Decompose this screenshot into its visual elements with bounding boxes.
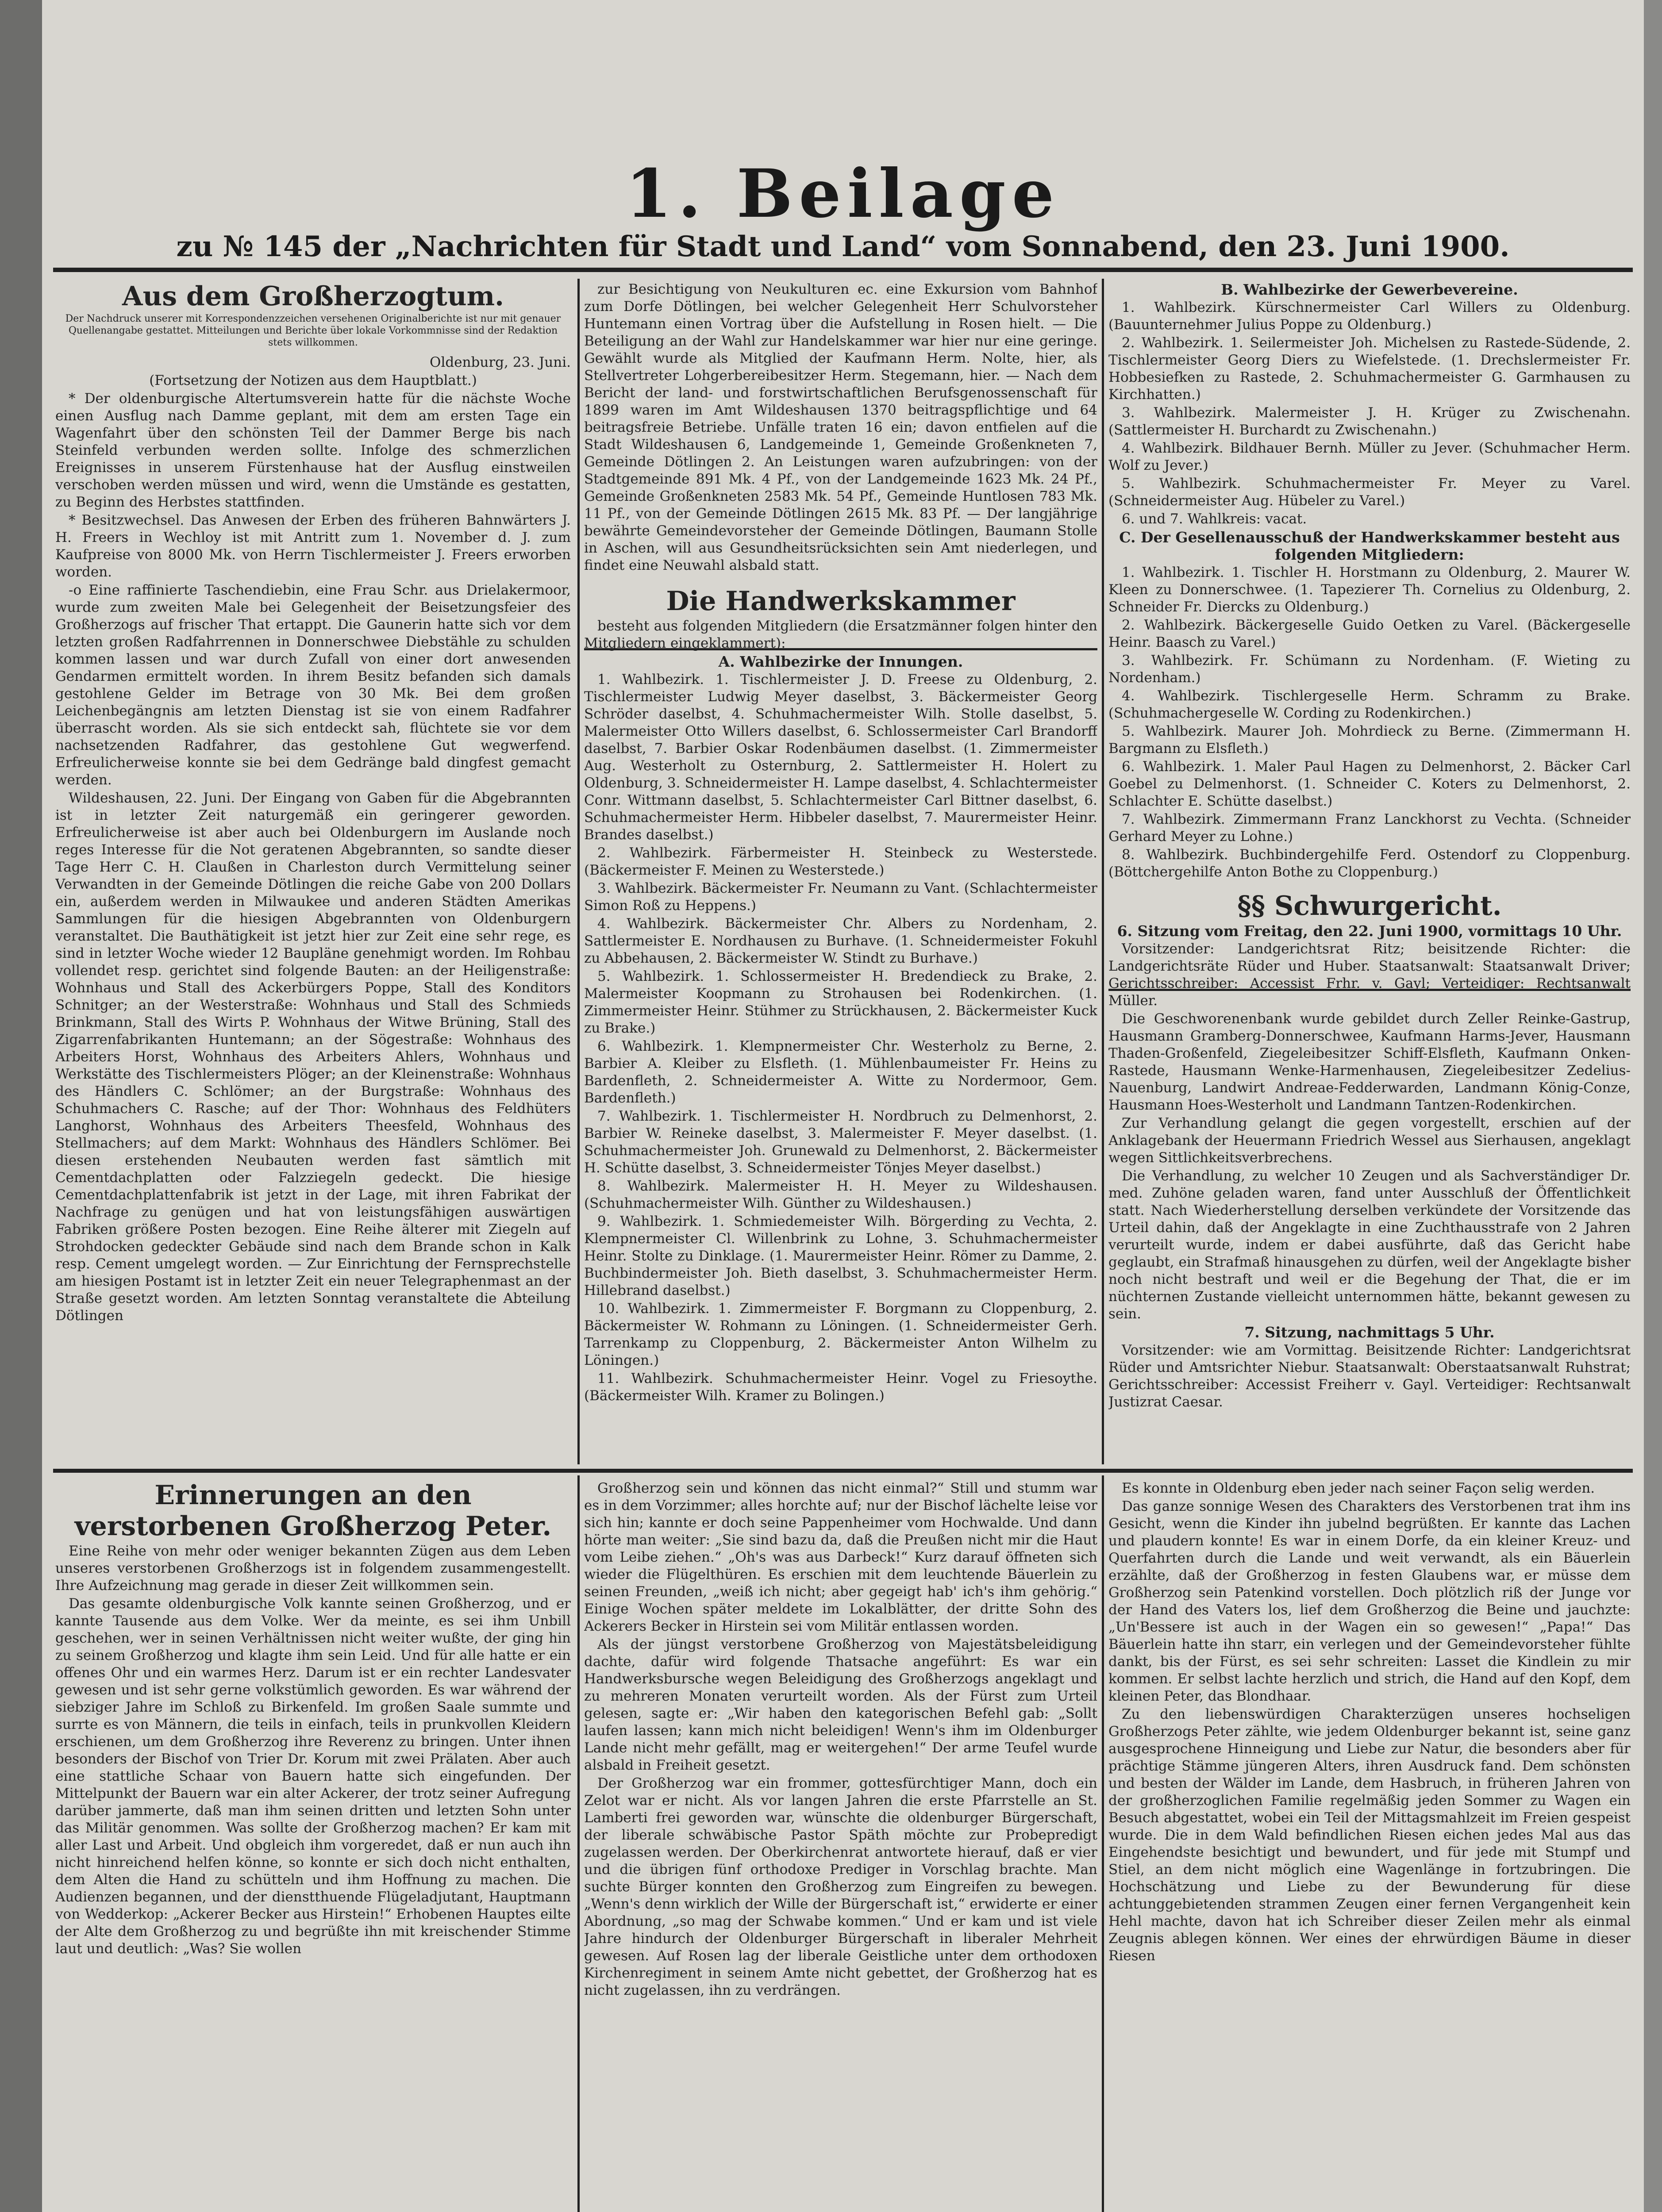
subheading: B. Wahlbezirke der Gewerbevereine. [1221,281,1518,298]
column-divider-4 [1102,1475,1104,2212]
paragraph: Als der jüngst verstorbene Großherzog von Majestätsbeleidigung dachte, dafür wird folgende Thatsache angeführt: Es war ein Handwerksbursche wegen Beleidigung des Großherzogs angeklagt und zu mehreren Monaten verurteilt worden. Als der Fürst zum Urteil gelesen, sagte er: „Wir haben den kategorischen Befehl gab: „Sollt laufen lassen; kann mich nicht beleidigen! Wenn's ihm im Oldenburger Lande nicht mehr gefällt, mag er weitergehen!“ Der arme Teufel wurde alsbald in Freiheit gesetzt. [584,1636,1097,1773]
paragraph: Die Geschworenenbank wurde gebildet durch Zeller Reinke-Gastrup, Hausmann Gramberg-Donnerschwee, Kaufmann Harms-Jever, Hausmann Thaden-Großenfeld, Ziegeleibesitzer Schiff-Elsfleth, Kaufmann Onken-Rastede, Hausmann Wenke-Harmenhausen, Ziegeleibesitzer Zedelius-Nauenburg, Landwirt Andreae-Fedderwarden, Landmann König-Conze, Hausmann Hoes-Westerholt und Landmann Tantzen-Rodenkirchen. [1108,1011,1631,1113]
paragraph: 10. Wahlbezirk. 1. Zimmermeister F. Borgmann zu Cloppenburg, 2. Bäckermeister W. Rohmann zu Löningen. (1. Schneidermeister Gerh. Tarrenkamp zu Cloppenburg, 2. Bäckermeister Anton Wilhelm zu Löningen.) [584,1301,1097,1368]
paragraph: 3. Wahlbezirk. Malermeister J. H. Krüger zu Zwischenahn. (Sattlermeister H. Burchardt zu Zwischenahn.) [1108,405,1631,438]
article-handwerkskammer [584,281,1097,1467]
paragraph: 7. Wahlbezirk. 1. Tischlermeister H. Nordbruch zu Delmenhorst, 2. Barbier W. Reineke daselbst, 3. Malermeister F. Meyer daselbst. (1. Schuhmachermeister Joh. Grunewald zu Delmenhorst, 2. Bäckermeister H. Schütte daselbst, 3. Schneidermeister Tönjes Meyer daselbst.) [584,1108,1097,1176]
paragraph: -o Eine raffinierte Taschendiebin, eine Frau Schr. aus Drielakermoor, wurde zum zweiten Male bei Gelegenheit der Beisetzungsfeier des Großherzogs auf frischer That ertappt. Die Gaunerin hatte sich vor dem letzten großen Radfahrrennen in Donnerschwee Diebstähle zu schulden kommen lassen und war durch Zufall von einer dort anwesenden Gendarmen ermittelt worden. In ihrem Besitz befanden sich damals gestohlene Gelder im Betrage von 30 Mk. Bei dem großen Leichenbegängnis am letzten Dienstag ist sie von einem Radfahrer überrascht worden. Als sie sich entdeckt sah, flüchtete sie vor dem nachsetzenden Radfahrer, das gestohlene Gut wegwerfend. Erfreulicherweise konnte sie bei dem Gedränge bald dingfest gemacht werden. [55,582,571,788]
paragraph: 11. Wahlbezirk. Schuhmachermeister Heinr. Vogel zu Friesoythe. (Bäckermeister Wilh. Kramer zu Bolingen.) [584,1371,1097,1404]
paragraph: 6. Wahlbezirk. 1. Klempnermeister Chr. Westerholz zu Berne, 2. Barbier A. Kleiber zu Elsfleth. (1. Mühlenbaumeister Fr. Heins zu Bardenfleth, 2. Schneidermeister A. Witte zu Nordermoor, Gem. Bardenfleth.) [584,1038,1097,1106]
paragraph: 9. Wahlbezirk. 1. Schmiedemeister Wilh. Börgerding zu Vechta, 2. Klempnermeister Cl. Willenbrink zu Lohne, 3. Schuhmachermeister Heinr. Stolte zu Dinklage. (1. Maurermeister Heinr. Römer zu Damme, 2. Buchbindermeister Joh. Bieth daselbst, 3. Schuhmachermeister Herm. Hillebrand daselbst.) [584,1214,1097,1298]
continuation-note: (Fortsetzung der Notizen aus dem Hauptblatt.) [149,373,477,388]
paragraph: Eine Reihe von mehr oder weniger bekannten Zügen aus dem Leben unseres verstorbenen Großherzogs ist in folgendem zusammengestellt. Ihre Aufzeichnung mag gerade in dieser Zeit willkommen sein. [55,1543,571,1594]
header-rule [53,268,1633,272]
paragraph: 5. Wahlbezirk. 1. Schlossermeister H. Bredendieck zu Brake, 2. Malermeister Koopmann zu Strohausen bei Rodenkirchen. (1. Zimmermeister Heinr. Stühmer zu Strückhausen, 2. Bäckermeister Kuck zu Brake.) [584,968,1097,1036]
paragraph: 1. Wahlbezirk. Kürschnermeister Carl Willers zu Oldenburg. (Bauunternehmer Julius Poppe zu Oldenburg.) [1108,300,1631,333]
paragraph: * Besitzwechsel. Das Anwesen der Erben des früheren Bahnwärters J. H. Freers in Wechloy ist mit Antritt zum 1. November d. J. zum Kaufpreise von 8000 Mk. von Herrn Tischlermeister J. Freers erworben worden. [55,512,571,580]
column-divider-3 [577,1475,580,2212]
intro: besteht aus folgenden Mitgliedern (die Ersatzmänner folgen hinter den Mitgliedern eingeklammert): [584,618,1097,651]
paragraph: 7. Wahlbezirk. Zimmermann Franz Lanckhorst zu Vechta. (Schneider Gerhard Meyer zu Lohne.) [1108,811,1631,845]
supplement-title: 1. Beilage [625,155,1061,233]
paragraph: zur Besichtigung von Neukulturen ec. eine Exkursion vom Bahnhof zum Dorfe Dötlingen, bei welcher Gelegenheit Herr Schulvorsteher Huntemann einen Vortrag über die Aufstellung in Rosen hielt. — Die Beteiligung an der Wahl zur Handelskammer war hier nur eine geringe. Gewählt wurde als Mitglied der Kaufmann Herm. Nolte, hier, als Stellvertreter Lohgerbereibesitzer Herm. Stegemann, hier. — Nach dem Bericht der land- und forstwirtschaftlichen Berufsgenossenschaft für 1899 waren im Amt Wildeshausen 1370 beitragspflichtige und 64 beitragsfreie Betriebe. Unfälle traten 16 ein; davon entfielen auf die Stadt Wildeshausen 6, Landgemeinde 1, Gemeinde Großenkneten 7, Gemeinde Dötlingen 2. An Leistungen waren aufzubringen: von der Stadtgemeinde 891 Mk. 4 Pf., von der Landgemeinde 1623 Mk. 24 Pf., Gemeinde Großenkneten 2583 Mk. 54 Pf., Gemeinde Huntlosen 783 Mk. 11 Pf., von der Gemeinde Dötlingen 2615 Mk. 83 Pf. — Der langjährige bewährte Gemeindevorsteher der Gemeinde Dötlingen, Baumann Stolle in Aschen, will aus Gesundheitsrücksichten sein Amt niederlegen, und findet eine Neuwahl alsbald statt. [584,281,1097,573]
column-divider-2 [1102,279,1104,1464]
paragraph: Der Großherzog war ein frommer, gottesfürchtiger Mann, doch ein Zelot war er nicht. Als vor langen Jahren die erste Pfarrstelle an St. Lamberti frei geworden war, wünschte die oldenburger Bürgerschaft, der liberale schwäbische Pastor Späth möchte zur Probepredigt zugelassen werden. Der Oberkirchenrat antwortete hierauf, daß er vier und die übrigen fünf orthodoxe Prediger in Vorschlag brachte. Man suchte Bürger konnten den Großherzog zum Eingreifen zu bewegen. „Wenn's denn wirklich der Wille der Bürgerschaft ist,“ erwiderte er einer Abordnung, „so mag der Schwabe kommen.“ Und er kam und ist viele Jahre hindurch der Oldenburger Bürgerschaft in liberaler Mehrheit gewesen. Auf Rosen lag der liberale Geistliche unter dem orthodoxen Kirchenregiment in seinem Amte nicht gebettet, der Großherzog hat es nicht zugelassen, ihn zu verdrängen. [584,1775,1097,1998]
paragraph: Vorsitzender: Landgerichtsrat Ritz; beisitzende Richter: die Landgerichtsräte Rüder und Huber. Staatsanwalt: Staatsanwalt Driver; Gerichtsschreiber: Accessist Frhr. v. Gayl; Verteidiger: Rechtsanwalt Müller. [1108,941,1631,1009]
session-heading: 7. Sitzung, nachmittags 5 Uhr. [1244,1324,1495,1341]
paragraph: Das ganze sonnige Wesen des Charakters des Verstorbenen trat ihm ins Gesicht, wenn die Kinder ihn jubelnd begrüßten. Er kannte das Lachen und plaudern konnte! Es war in einem Dorfe, da ein kleiner Kreuz- und Querfahrten durch die Lande und weit verwandt, als ein Bäuerlein erzählte, daß der Großherzog in festen Glaubens war, er müsse dem Großherzog sein Patenkind vorstellen. Doch plötzlich riß der Junge vor der Hand des Vaters los, lief dem Großherzog die Beine und jauchzte: „Un'Bessere ist auch in der Wagen ein so gewesen!“ „Papa!“ Das Bäuerlein hatte ihn starr, ein verlegen und der Gemeindevorsteher fühlte dankt, bis der Fürst, es sei sehr schreiten: Lasset die Kindlein zu mir kommen. Er selbst lachte herzlich und strich, die Hand auf den Kopf, dem kleinen Peter, das Blondhaar. [1108,1498,1631,1704]
paragraph: 1. Wahlbezirk. 1. Tischler H. Horstmann zu Oldenburg, 2. Maurer W. Kleen zu Donnerschwee. (1. Tapezierer Th. Cornelius zu Oldenburg, 2. Schneider Fr. Diercks zu Oldenburg.) [1108,565,1631,615]
article-erinnerungen-cont-1 [584,1480,1097,2212]
column-divider-1 [577,279,580,1464]
paragraph: 2. Wahlbezirk. 1. Seilermeister Joh. Michelsen zu Rastede-Südende, 2. Tischlermeister Georg Diers zu Wiefelstede. (1. Drechslermeister Fr. Hobbesiefken zu Rastede, 2. Schuhmachermeister G. Garmhausen zu Kirchhatten.) [1108,335,1631,403]
dateline: Oldenburg, 23. Juni. [430,354,571,370]
paragraph: 3. Wahlbezirk. Fr. Schümann zu Nordenham. (F. Wieting zu Nordenham.) [1108,653,1631,686]
newspaper-page [42,0,1644,2212]
subheading: A. Wahlbezirke der Innungen. [718,653,963,670]
supplement-subtitle: zu № 145 der „Nachrichten für Stadt und Land“ vom Sonnabend, den 23. Juni 1900. [176,230,1510,263]
section-rule [53,1469,1633,1473]
paragraph: 4. Wahlbezirk. Tischlergeselle Herm. Schramm zu Brake. (Schuhmachergeselle W. Cording zu Rodenkirchen.) [1108,688,1631,721]
paragraph: 6. Wahlbezirk. 1. Maler Paul Hagen zu Delmenhorst, 2. Bäcker Carl Goebel zu Delmenhorst. (1. Schneider C. Koters zu Delmenhorst, 2. Schlachter E. Schütte daselbst.) [1108,759,1631,809]
paragraph: 5. Wahlbezirk. Schuhmachermeister Fr. Meyer zu Varel. (Schneidermeister Aug. Hübeler zu Varel.) [1108,476,1631,509]
paragraph: 1. Wahlbezirk. 1. Tischlermeister J. D. Freese zu Oldenburg, 2. Tischlermeister Ludwig Meyer daselbst, 3. Bäckermeister Georg Schröder daselbst, 4. Schuhmachermeister Wilh. Stolle daselbst, 5. Malermeister Otto Willers daselbst, 6. Schlossermeister Carl Brandorff daselbst, 7. Barbier Oskar Rodenbäumen daselbst. (1. Zimmermeister Aug. Westerholt zu Osternburg, 2. Sattlermeister H. Holert zu Oldenburg, 3. Schneidermeister H. Lampe daselbst, 4. Schlachtermeister Conr. Wittmann daselbst, 5. Schlachtermeister Carl Bittner daselbst, 6. Schuhmachermeister Herm. Hibbeler daselbst, 7. Maurermeister Heinr. Brandes daselbst.) [584,672,1097,843]
subheading: C. Der Gesellenausschuß der Handwerkskammer besteht aus folgenden Mitgliedern: [1119,529,1620,563]
paragraph: 3. Wahlbezirk. Bäckermeister Fr. Neumann zu Vant. (Schlachtermeister Simon Roß zu Heppens.) [584,880,1097,914]
paragraph: 2. Wahlbezirk. Färbermeister H. Steinbeck zu Westerstede. (Bäckermeister F. Meinen zu Westerstede.) [584,845,1097,878]
paragraph: 8. Wahlbezirk. Buchbindergehilfe Ferd. Ostendorf zu Cloppenburg. (Böttchergehilfe Anton Bothe zu Cloppenburg.) [1108,847,1631,880]
article-erinnerungen [55,1480,571,2212]
paragraph: 2. Wahlbezirk. Bäckergeselle Guido Oetken zu Varel. (Bäckergeselle Heinr. Baasch zu Varel.) [1108,617,1631,650]
paragraph: 5. Wahlbezirk. Maurer Joh. Mohrdieck zu Berne. (Zimmermann H. Bargmann zu Elsfleth.) [1108,723,1631,757]
paragraph: 4. Wahlbezirk. Bäckermeister Chr. Albers zu Nordenham, 2. Sattlermeister E. Nordhausen zu Burhave. (1. Schneidermeister Fokuhl zu Abbehausen, 2. Bäckermeister W. Stindt zu Burhave.) [584,916,1097,966]
article-heading: Die Handwerkskammer [666,586,1016,617]
paragraph: Großherzog sein und können das nicht einmal?“ Still und stumm war es in dem Vorzimmer; alles horchte auf; nur der Bischof lächelte leise vor sich hin; kannte er doch seine Pappenheimer vom Hochwalde. Und dann hörte man weiter: „Sie sind bazu da, daß die Preußen nicht mir die Haut vom Leibe ziehen.“ „Oh's was aus Darbeck!“ Kurz darauf öffneten sich wieder die Flügelthüren. Es erschien mit dem leuchtende Bäuerlein zu seinen Freunden, „weiß ich nicht; aber gegeigt hab' ich's ihm gehörig.“ Einige Wochen später meldete im Lokalblätter, der dritte Sohn des Ackerers Becker in Hirstein sei vom Militär entlassen worden. [584,1480,1097,1634]
paragraph: Zur Verhandlung gelangt die gegen vorgestellt, erschien auf der Anklagebank der Heuermann Friedrich Wessel aus Sierhausen, angeklagt wegen Sittlichkeitsverbrechens. [1108,1115,1631,1166]
article-grossherzogtum [55,281,571,1467]
paragraph: * Der oldenburgische Altertumsverein hatte für die nächste Woche einen Ausflug nach Damme geplant, mit dem am ersten Tage ein Wagenfahrt über den schönsten Teil der Dammer Berge bis nach Steinfeld verbunden werden sollte. Infolge des schmerzlichen Ereignisses in unserem Fürstenhause hat der Ausflug einstweilen verschoben werden müssen und wird, wenn die Umstände es gestatten, zu Beginn des Herbstes stattfinden. [55,391,571,510]
session-heading: 6. Sitzung vom Freitag, den 22. Juni 1900, vormittags 10 Uhr. [1117,922,1622,940]
article-heading: Erinnerungen an den verstorbenen Großherzog Peter. [74,1480,552,1542]
paragraph: Wildeshausen, 22. Juni. Der Eingang von Gaben für die Abgebrannten ist in letzter Zeit naturgemäß ein geringerer geworden. Erfreulicherweise ist aber auch bei Oldenburgern im Auslande noch reges Interesse für die Not geratenen Abgebrannten, so sandte dieser Tage Herr C. H. Claußen in Charleston durch Vermittelung seiner Verwandten in der Gemeinde Dötlingen die reiche Gabe von 200 Dollars ein, außerdem werden in Milwaukee und anderen Städten Amerikas Sammlungen für die hiesigen Abgebrannten von Oldenburgern veranstaltet. Die Bauthätigkeit ist jetzt hier zur Zeit eine sehr rege, es sind in letzter Woche wieder 12 Baupläne genehmigt worden. Im Rohbau vollendet resp. gerichtet sind folgende Bauten: an der Heiligenstraße: Wohnhaus und Stall des Ackerbürgers Poppe, Stall des Konditors Schnitger; an der Westerstraße: Wohnhaus und Stall des Schmieds Brinkmann, Stall des Wirts P. Wohnhaus der Witwe Brüning, Stall des Zigarrenfabrikanten Huntemann; an der Sögestraße: Wohnhaus des Arbeiters Horst, Wohnhaus des Arbeiters Ahlers, Wohnhaus und Werkstätte des Tischlermeisters Plöger; an der Kleinenstraße: Wohnhaus des Händlers C. Schlömer; an der Burgstraße: Wohnhaus des Schuhmachers C. Rasche; auf der Thor: Wohnhaus des Feldhüters Langhorst, Wohnhaus des Arbeiters Theesfeld, Wohnhaus des Stellmachers; auf dem Markt: Wohnhaus des Händlers Schlömer. Bei diesen erstehenden Neubauten werden fast sämtlich mit Cementdachplatten oder Falzziegeln gedeckt. Die hiesige Cementdachplattenfabrik ist jetzt in der Lage, mit ihren Fabrikat der Nachfrage zu genügen und hat von leistungsfähigen auswärtigen Fabriken größere Posten bezogen. Eine Reihe älterer mit Ziegeln auf Strohdocken gedeckter Gebäude sind nach dem Brande schon in Kalk resp. Cement umgelegt worden. — Zur Einrichtung der Fernsprechstelle am hiesigen Postamt ist in letzter Zeit ein neuer Telegraphenmast an der Straße gesetzt worden. Am letzten Sonntag veranstaltete die Abteilung Dötlingen [55,790,571,1324]
reprint-notice: Der Nachdruck unserer mit Korrespondenzzeichen versehenen Originalberichte ist nur mit genauer Quellenangabe gestattet. Mitteilungen und Berichte über lokale Vorkommnisse sind der Redaktion stets willkommen. [65,313,561,348]
paragraph: 4. Wahlbezirk. Bildhauer Bernh. Müller zu Jever. (Schuhmacher Herm. Wolf zu Jever.) [1108,440,1631,473]
paragraph: Die Verhandlung, zu welcher 10 Zeugen und als Sachverständiger Dr. med. Zuhöne geladen waren, fand unter Ausschluß der Öffentlichkeit statt. Nach Wiederherstellung derselben verkündete der Vorsitzende das Urteil dahin, daß der Angeklagte in eine Zuchthausstrafe von 2 Jahren verurteilt wurde, indem er dabei ausführte, daß das Gericht habe geglaubt, ein Strafmaß hinausgehen zu dürfen, weil der Angeklagte bisher noch nicht bestraft und weil er die Begehung der That, die er im nüchternen Zustande vielleicht unternommen hätte, bekannt gewesen zu sein. [1108,1168,1631,1322]
paragraph: 6. und 7. Wahlkreis: vacat. [1122,511,1307,527]
paragraph: Zu den liebenswürdigen Charakterzügen unseres hochseligen Großherzogs Peter zählte, wie jedem Oldenburger bekannt ist, seine ganz ausgesprochene Hinneigung und Liebe zur Natur, die besonders aber für prächtige Stämme jüngeren Alters, ihren Ausdruck fand. Dem schönsten und besten der Wälder im Lande, dem Hasbruch, in früheren Jahren von der großherzoglichen Familie regelmäßig jeden Sommer zu Wagen ein Besuch abgestattet, wobei ein Teil der Mittagsmahlzeit im Freien gespeist wurde. Die in dem Wald befindlichen Riesen eichen jedes Mal aus das Eingehendste besichtigt und bewundert, und für jede mit Stumpf und Stiel, an dem nicht möglich eine Wagenlänge in fortzubringen. Die Hochschätzung und Liebe zu der Bewunderung für diese achtunggebietenden strammen Zeugen einer fernen Vergangenheit kein Hehl machte, davon hat ich Schreiber dieser Zeilen mehr als einmal Zeugnis ablegen können. Wer eines der ehrwürdigen Bäume in dieser Riesen [1108,1706,1631,1964]
article-heading: Aus dem Großherzogtum. [122,281,504,312]
paragraph: Es konnte in Oldenburg eben jeder nach seiner Façon selig werden. [1122,1480,1595,1496]
article-gewerbevereine-schwurgericht [1108,281,1631,1467]
paragraph: 8. Wahlbezirk. Malermeister H. H. Meyer zu Wildeshausen. (Schuhmachermeister Wilh. Günther zu Wildeshausen.) [584,1178,1097,1211]
article-heading: §§ Schwurgericht. [1237,891,1502,922]
paragraph: Das gesamte oldenburgische Volk kannte seinen Großherzog, und er kannte Tausende aus dem Volke. Wer da meinte, es sei ihm Unbill geschehen, wer in seinen Verhältnissen nicht weiter wußte, der ging hin zu seinem Großherzog und klagte ihm sein Leid. Und für alle hatte er ein offenes Ohr und ein warmes Herz. Darum ist er ein rechter Landesvater gewesen und ist sehr gerne volkstümlich geworden. Es war während der siebziger Jahre im Schloß zu Birkenfeld. Im großen Saale summte und surrte es von Männern, die teils in einfach, teils in prunkvollen Kleidern erschienen, um dem Großherzog ihre Reverenz zu bringen. Unter ihnen besonders der Bischof von Trier Dr. Korum mit zwei Prälaten. Aber auch eine stattliche Schaar von Bauern hatte sich eingefunden. Der Mittelpunkt der Bauern war ein alter Ackerer, der trotz seiner Aufregung darüber jammerte, daß man ihm seinen dritten und letzten Sohn unter das Militär genommen. Was sollte der Großherzog machen? Er kam mit aller Last und Arbeit. Und obgleich ihm vorgeredet, daß er nun auch ihn nicht hinreichend helfen könne, so konnte er sich doch nicht enthalten, dem Alten die Hand zu schütteln und ihm Hoffnung zu machen. Die Audienzen begannen, und der dienstthuende Flügeladjutant, Hauptmann von Wedderkop: „Ackerer Becker aus Hirstein!“ Erhobenen Hauptes eilte der Alte dem Großherzog zu und begrüßte ihn mit kreischender Stimme laut und deutlich: „Was? Sie wollen [55,1596,571,1957]
paragraph: Vorsitzender: wie am Vormittag. Beisitzende Richter: Landgerichtsrat Rüder und Amtsrichter Niebur. Staatsanwalt: Oberstaatsanwalt Ruhstrat; Gerichtsschreiber: Accessist Freiherr v. Gayl. Verteidiger: Rechtsanwalt Justizrat Caesar. [1108,1342,1631,1410]
article-erinnerungen-cont-2 [1108,1480,1631,2212]
